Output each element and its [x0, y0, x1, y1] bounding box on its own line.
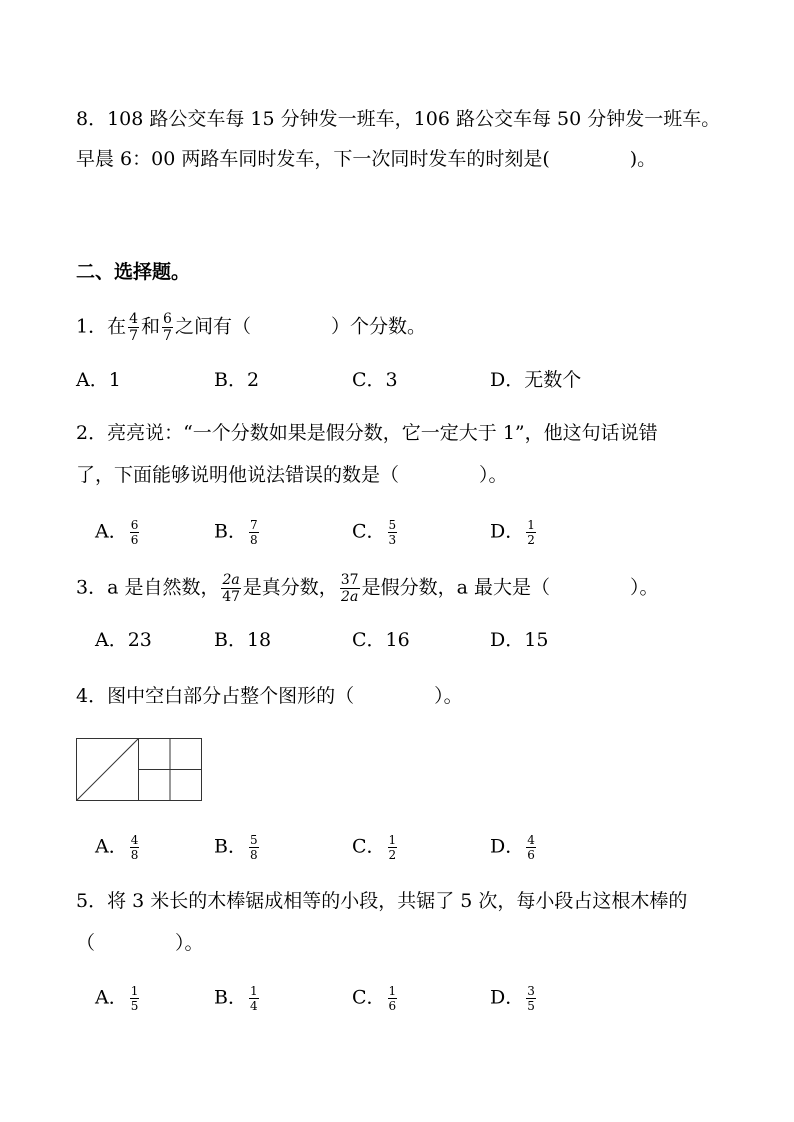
q4-option-c[interactable]: C． $\frac{1}{2}$ [352, 833, 397, 862]
q4-stem: 4．图中空白部分占整个图形的（ ）。 [76, 685, 463, 707]
q5-line1: 5．将 3 米长的木棒锯成相等的小段，共锯了 5 次，每小段占这根木棒的 [76, 890, 688, 912]
q5-option-b[interactable]: B． $\frac{1}{4}$ [214, 984, 258, 1013]
q2-option-a[interactable]: A． $\frac{6}{6}$ [95, 518, 139, 547]
section-title: 二、选择题。 [76, 261, 191, 283]
q2-option-d[interactable]: D． $\frac{1}{2}$ [490, 518, 535, 547]
q4-option-d[interactable]: D． $\frac{4}{6}$ [490, 833, 535, 862]
q5-line2: （ ）。 [76, 932, 204, 954]
q3-stem: 3．a 是自然数， $\frac{2a}{47}$ 是真分数， $\frac{37}{2a}$ 是假分数，a 最大是（ ）。 [76, 572, 659, 605]
q5-option-d[interactable]: D． $\frac{3}{5}$ [490, 984, 535, 1013]
figure-diagonal [77, 739, 139, 801]
q3-fraction-1: $\frac{2a}{47}$ [222, 572, 241, 605]
q2-line1: 2．亮亮说：“一个分数如果是假分数，它一定大于 1”，他这句话说错 [76, 422, 658, 444]
q8-line1: 8．108 路公交车每 15 分钟发一班车，106 路公交车每 50 分钟发一班车。 [76, 108, 721, 130]
q3-fraction-2: $\frac{37}{2a}$ [340, 572, 359, 605]
q1-fraction-1: $\frac{4}{7}$ [129, 311, 139, 344]
q1-option-b[interactable]: B．2 [214, 369, 260, 391]
q3-option-c[interactable]: C．16 [352, 629, 410, 651]
q4-option-a[interactable]: A． $\frac{4}{8}$ [95, 833, 139, 862]
q2-option-c[interactable]: C． $\frac{5}{3}$ [352, 518, 397, 547]
q3-option-b[interactable]: B．18 [214, 629, 272, 651]
q3-option-a[interactable]: A．23 [95, 629, 152, 651]
q3-option-d[interactable]: D．15 [490, 629, 549, 651]
q1-fraction-2: $\frac{6}{7}$ [163, 311, 172, 344]
q8-line2: 早晨 6：00 两路车同时发车，下一次同时发车的时刻是( )。 [76, 148, 657, 170]
q4-option-b[interactable]: B． $\frac{5}{8}$ [214, 833, 258, 862]
q2-line2: 了，下面能够说明他说法错误的数是（ ）。 [76, 464, 508, 486]
q5-option-a[interactable]: A． $\frac{1}{5}$ [95, 984, 139, 1013]
q1-option-c[interactable]: C．3 [352, 369, 398, 391]
q2-option-b[interactable]: B． $\frac{7}{8}$ [214, 518, 258, 547]
q5-option-c[interactable]: C． $\frac{1}{6}$ [352, 984, 397, 1013]
q1-option-d[interactable]: D．无数个 [490, 369, 582, 391]
q4-figure [76, 738, 204, 802]
q1-stem: 1．在 $\frac{4}{7}$ 和 $\frac{6}{7}$ 之间有（ ）个分数。 [76, 311, 426, 344]
q1-option-a[interactable]: A．1 [76, 369, 121, 391]
